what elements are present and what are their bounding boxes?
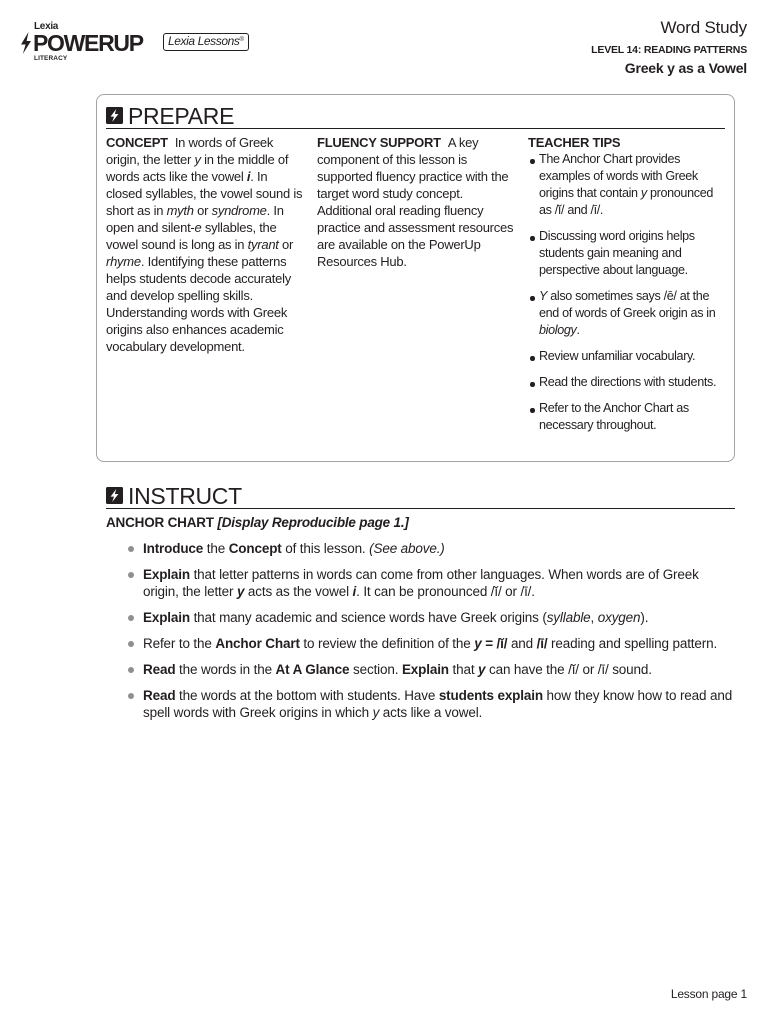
instruct-section: [106, 483, 735, 730]
text-run: that many academic and science words have Greek origins (: [189, 610, 547, 625]
level-label: LEVEL 14: READING PATTERNS: [591, 44, 747, 56]
teacher-tip: [528, 228, 724, 279]
text-run: and: [507, 636, 537, 651]
bold-text: Read: [143, 688, 176, 703]
prepare-box: [96, 94, 735, 462]
text-run: that letter patterns in words can come from other languages. When words are of Greek origin, the letter: [143, 567, 699, 599]
lesson-header: [591, 17, 747, 77]
teacher-tips-list: [528, 151, 724, 434]
teacher-tip: [528, 151, 724, 219]
text-run: Discussing word origins helps students gain meaning and perspective about language.: [539, 229, 695, 277]
prepare-title: PREPARE: [128, 102, 235, 129]
italic-text: tyrant: [247, 237, 279, 252]
teacher-tips-column: [528, 134, 724, 434]
bold-text: Explain: [401, 662, 449, 677]
italic-text: syllable: [546, 610, 591, 625]
text-run: .: [576, 323, 580, 337]
text-run: . In open and silent-: [106, 203, 284, 235]
text-run: acts like a vowel.: [379, 705, 483, 720]
text-run: the words in the: [175, 662, 276, 677]
bold-text: Read: [143, 662, 176, 677]
text-run: that: [448, 662, 479, 677]
text-run: In words of Greek origin, the letter: [106, 135, 274, 167]
teacher-tips-heading: TEACHER TIPS: [528, 135, 621, 150]
text-run: . It can be pronounced /ĭ/ or /ī/.: [356, 584, 535, 599]
text-run: . In closed syllables, the vowel sound is short as in: [106, 169, 303, 218]
anchor-chart-line: [106, 514, 735, 531]
bold-text: y: [236, 584, 245, 599]
concept-label: CONCEPT: [106, 135, 168, 150]
fluency-text: [317, 135, 513, 269]
text-run: of this lesson.: [281, 541, 370, 556]
text-run: acts as the vowel: [244, 584, 353, 599]
text-run: or: [193, 203, 212, 218]
bold-text: i: [352, 584, 357, 599]
teacher-tip: [528, 374, 724, 391]
instruct-steps: [106, 540, 735, 721]
teacher-tip: [528, 288, 724, 339]
bold-text: Explain: [143, 610, 190, 625]
text-run: . Identifying these patterns helps students decode accurately and develop spelling skills. Understanding words with Greek origins also enhances academic vocabulary development.: [106, 254, 291, 354]
logo-brand-main: POWERUP: [33, 30, 143, 56]
bold-text: students explain: [438, 688, 543, 703]
italic-text: (See above.): [369, 541, 445, 556]
fluency-label: FLUENCY SUPPORT: [317, 135, 441, 150]
text-run: or: [278, 237, 294, 252]
logo-brand-small: Lexia: [34, 21, 59, 32]
teacher-tip: [528, 400, 724, 434]
bold-text: At A Glance: [275, 662, 350, 677]
instruct-title: INSTRUCT: [128, 482, 242, 509]
lightning-bolt-icon: [106, 487, 123, 504]
text-run: Refer to the: [143, 636, 216, 651]
italic-text: Y: [539, 289, 548, 303]
text-run: can have the /ĭ/ or /ī/ sound.: [485, 662, 652, 677]
italic-text: e: [194, 220, 202, 235]
instruct-step: [106, 609, 735, 626]
prepare-heading: [106, 103, 725, 129]
instruct-heading: [106, 483, 735, 509]
concept-text: [106, 135, 302, 354]
bold-text: = /ĭ/: [481, 636, 508, 651]
text-run: also sometimes says /ē/ at the end of words of Greek origin as in: [539, 289, 716, 320]
text-run: ,: [590, 610, 598, 625]
bold-text: Anchor Chart: [215, 636, 300, 651]
text-run: ).: [640, 610, 649, 625]
teacher-tip: [528, 348, 724, 365]
italic-text: oxygen: [597, 610, 641, 625]
fluency-column: [317, 134, 517, 434]
bold-text: /ī/: [536, 636, 548, 651]
italic-text: rhyme: [106, 254, 141, 269]
italic-text: myth: [166, 203, 194, 218]
italic-text: biology: [539, 323, 577, 337]
text-run: to review the definition of the: [299, 636, 475, 651]
bold-text: [Display Reproducible page 1.]: [217, 515, 409, 530]
instruct-step: [106, 661, 735, 678]
bold-text: Explain: [143, 567, 190, 582]
bold-text: Concept: [228, 541, 282, 556]
logo-brand-sub: LITERACY: [34, 55, 68, 62]
text-run: how they know how to read and spell words with Greek origins in which: [143, 688, 733, 720]
text-run: the: [203, 541, 229, 556]
italic-text: y: [194, 152, 201, 167]
text-run: section.: [349, 662, 402, 677]
bold-text: y: [474, 636, 482, 651]
registered-mark: ®: [239, 37, 244, 43]
lesson-title: Greek y as a Vowel: [624, 60, 747, 76]
lightning-bolt-icon: [106, 107, 123, 124]
text-run: reading and spelling pattern.: [547, 636, 718, 651]
lexia-lessons-badge: [163, 33, 249, 51]
text-run: in the middle of words acts like the vowel: [106, 152, 289, 184]
powerup-logo: [20, 21, 160, 65]
badge-label: Lexia Lessons: [168, 34, 240, 48]
bold-text: Introduce: [143, 541, 204, 556]
italic-text: syndrome: [211, 203, 267, 218]
text-run: The Anchor Chart provides examples of words with Greek origins that contain: [539, 152, 698, 200]
bold-text: i: [246, 169, 251, 184]
instruct-step: [106, 566, 735, 600]
instruct-step: [106, 635, 735, 652]
instruct-step: [106, 687, 735, 721]
text-run: Review unfamiliar vocabulary.: [539, 349, 696, 363]
instruct-step: [106, 540, 735, 557]
bold-text: y: [478, 662, 486, 677]
bold-text: ANCHOR CHART: [106, 515, 214, 530]
text-run: A key component of this lesson is supported fluency practice with the target word study concept. Additional oral reading fluency practice and assessment resources are available on the PowerUp Resources Hub.: [317, 135, 514, 269]
text-run: Refer to the Anchor Chart as necessary throughout.: [539, 401, 689, 432]
section-name: Word Study: [660, 18, 747, 37]
italic-text: y: [640, 186, 647, 200]
text-run: Read the directions with students.: [539, 375, 717, 389]
concept-column: [106, 134, 306, 434]
lightning-bolt-icon: [20, 32, 32, 54]
text-run: syllables, the vowel sound is long as in: [106, 220, 277, 252]
page-number: Lesson page 1: [670, 987, 747, 1001]
text-run: pronounced as /ĭ/ and /ī/.: [539, 186, 714, 217]
prepare-columns: [106, 134, 725, 434]
italic-text: y: [372, 705, 380, 720]
text-run: the words at the bottom with students. Have: [175, 688, 439, 703]
